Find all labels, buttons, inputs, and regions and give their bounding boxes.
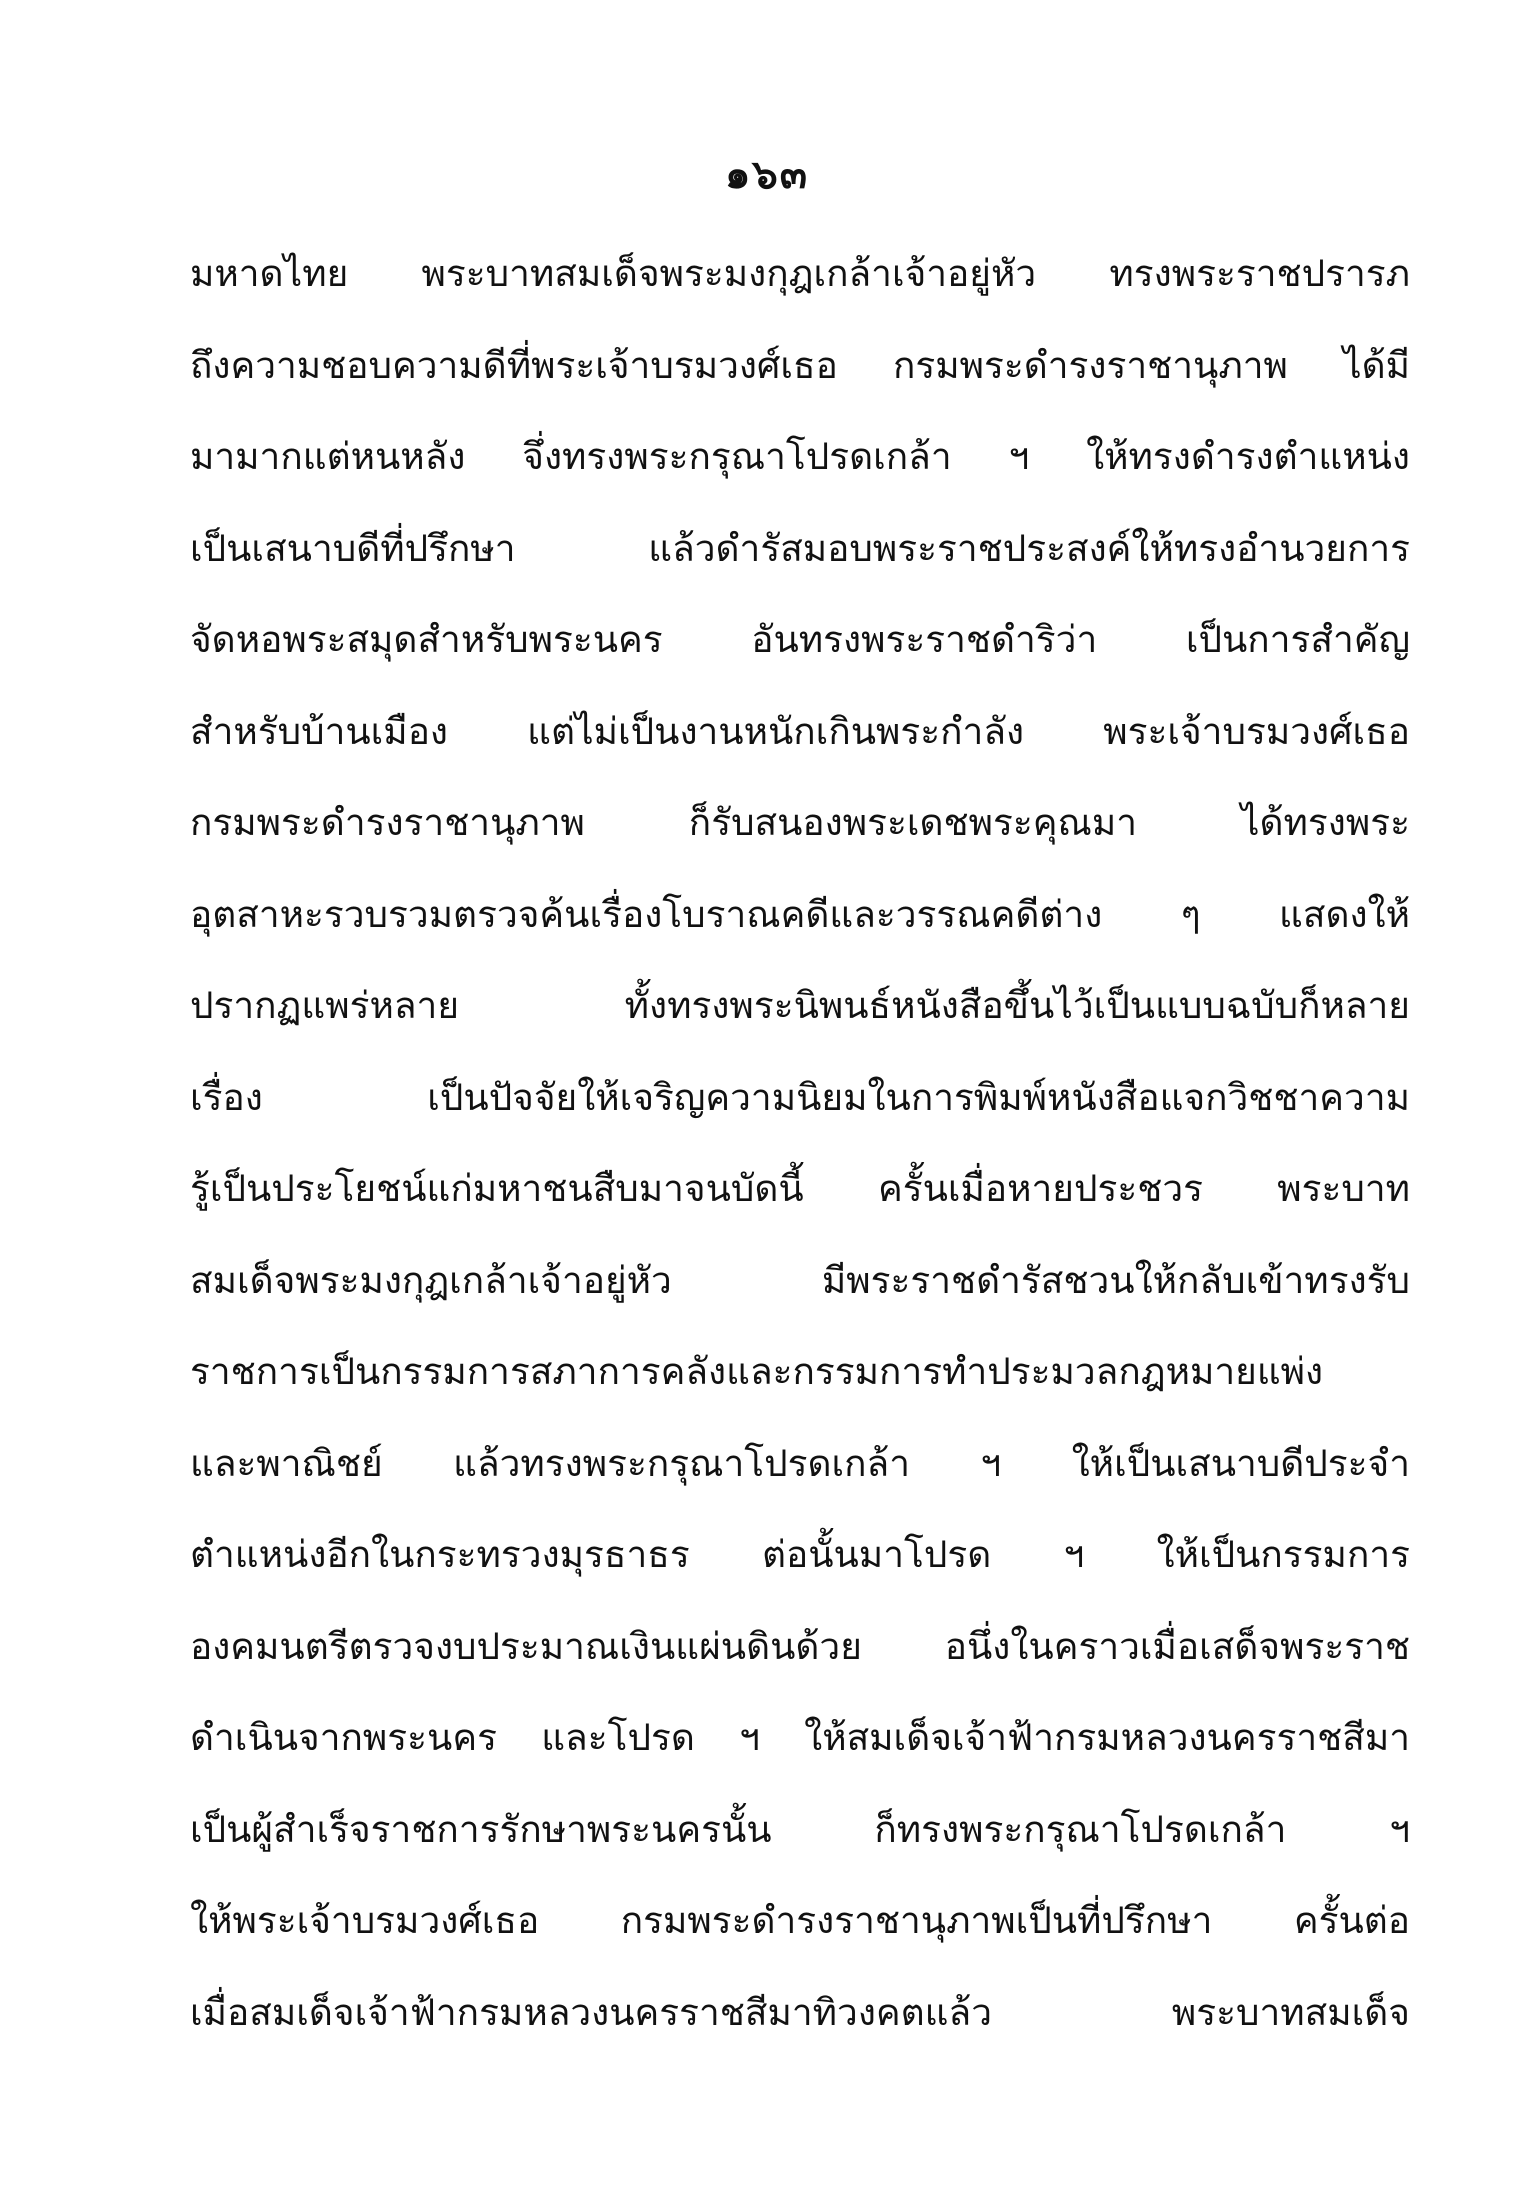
text-line: เป็นผู้สำเร็จราชการรักษาพระนครนั้น ก็ทรงพระกรุณาโปรดเกล้า ฯ	[190, 1807, 1410, 1851]
text-line: เรื่อง เป็นปัจจัยให้เจริญความนิยมในการพิมพ์หนังสือแจกวิชชาความ	[190, 1075, 1410, 1119]
text-line: ปรากฏแพร่หลาย ทั้งทรงพระนิพนธ์หนังสือขึ้นไว้เป็นแบบฉบับก็หลาย	[190, 984, 1410, 1027]
page-number: ๑๖๓	[724, 151, 810, 198]
text-line: สำหรับบ้านเมือง แต่ไม่เป็นงานหนักเกินพระกำลัง พระเจ้าบรมวงศ์เธอ	[190, 709, 1410, 753]
text-line: สมเด็จพระมงกุฎเกล้าเจ้าอยู่หัว มีพระราชดำรัสชวนให้กลับเข้าทรงรับ	[190, 1258, 1410, 1302]
text-line: จัดหอพระสมุดสำหรับพระนคร อันทรงพระราชดำริว่า เป็นการสำคัญ	[190, 618, 1410, 661]
text-line: เมื่อสมเด็จเจ้าฟ้ากรมหลวงนครราชสีมาทิวงคตแล้ว พระบาทสมเด็จ	[190, 1990, 1410, 2034]
text-line: ถึงความชอบความดีที่พระเจ้าบรมวงศ์เธอ กรมพระดำรงราชานุภาพ ได้มี	[190, 343, 1410, 387]
text-line: มหาดไทย พระบาทสมเด็จพระมงกุฎเกล้าเจ้าอยู่หัว ทรงพระราชปรารภ	[190, 252, 1410, 295]
text-line: รู้เป็นประโยชน์แก่มหาชนสืบมาจนบัดนี้ ครั้นเมื่อหายประชวร พระบาท	[190, 1167, 1410, 1210]
text-line: และพาณิชย์ แล้วทรงพระกรุณาโปรดเกล้า ฯ ให้เป็นเสนาบดีประจำ	[190, 1441, 1410, 1485]
text-line: อุตสาหะรวบรวมตรวจค้นเรื่องโบราณคดีและวรรณคดีต่าง ๆ แสดงให้	[190, 892, 1410, 936]
text-line: ราชการเป็นกรรมการสภาการคลังและกรรมการทำประมวลกฎหมายแพ่ง	[190, 1350, 1324, 1393]
body-text	[190, 228, 1410, 2058]
text-line: เป็นเสนาบดีที่ปรึกษา แล้วดำรัสมอบพระราชประสงค์ให้ทรงอำนวยการ	[190, 526, 1410, 570]
text-line: ตำแหน่งอีกในกระทรวงมุรธาธร ต่อนั้นมาโปรด ฯ ให้เป็นกรรมการ	[190, 1533, 1410, 1576]
text-line: มามากแต่หนหลัง จึ่งทรงพระกรุณาโปรดเกล้า ฯ ให้ทรงดำรงตำแหน่ง	[190, 435, 1410, 478]
text-line: ดำเนินจากพระนคร และโปรด ฯ ให้สมเด็จเจ้าฟ้ากรมหลวงนครราชสีมา	[190, 1716, 1410, 1759]
text-line: ให้พระเจ้าบรมวงศ์เธอ กรมพระดำรงราชานุภาพเป็นที่ปรึกษา ครั้นต่อ	[190, 1899, 1410, 1942]
text-line: องคมนตรีตรวจงบประมาณเงินแผ่นดินด้วย อนึ่งในคราวเมื่อเสด็จพระราช	[190, 1624, 1410, 1668]
text-line: กรมพระดำรงราชานุภาพ ก็รับสนองพระเดชพระคุณมา ได้ทรงพระ	[190, 801, 1410, 844]
